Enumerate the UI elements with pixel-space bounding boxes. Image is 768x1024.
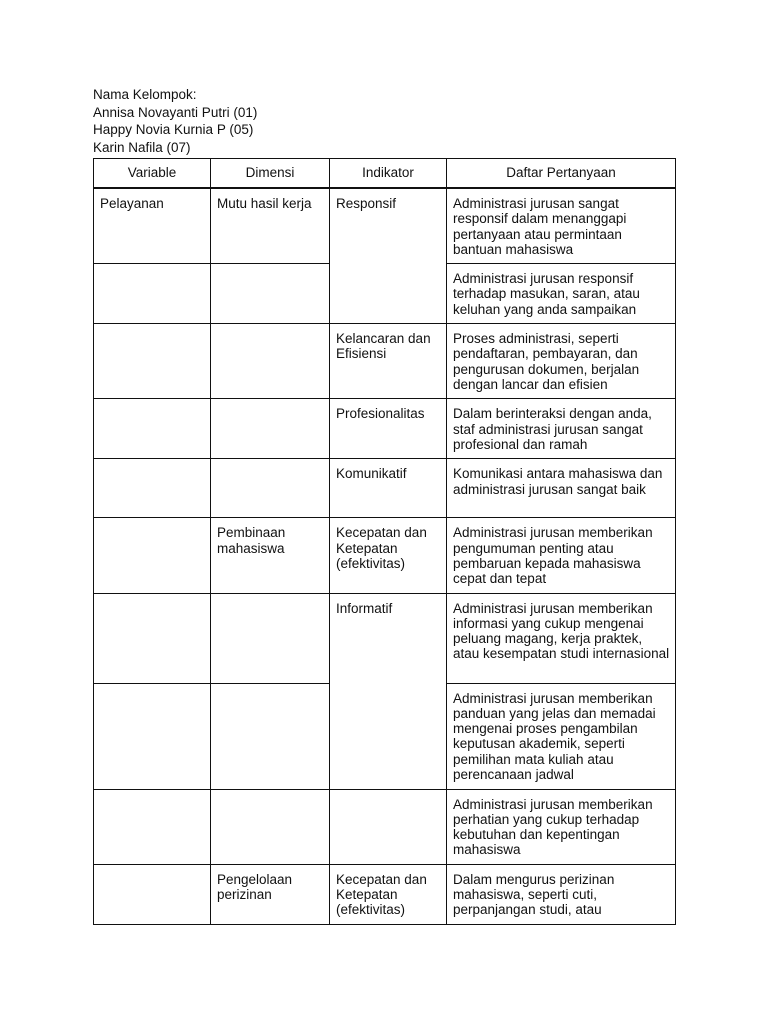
cell-pertanyaan: Administrasi jurusan memberikan pengumuman penting atau pembaruan kepada mahasiswa cepat dan tepat	[447, 518, 676, 593]
cell-dimensi	[211, 324, 330, 399]
cell-variable	[94, 789, 211, 864]
member-name: Annisa Novayanti Putri (01)	[93, 104, 258, 120]
cell-indikator: Profesionalitas	[330, 399, 447, 459]
cell-dimensi	[211, 459, 330, 518]
table-row	[94, 188, 676, 264]
group-header	[93, 86, 257, 156]
table-row	[94, 789, 676, 864]
cell-pertanyaan: Administrasi jurusan responsif terhadap masukan, saran, atau keluhan yang anda sampaikan	[447, 264, 676, 324]
table-row	[94, 518, 676, 593]
cell-pertanyaan: Administrasi jurusan memberikan perhatian yang cukup terhadap kebutuhan dan kepentingan mahasiswa	[447, 789, 676, 864]
cell-indikator: Kecepatan dan Ketepatan (efektivitas)	[330, 864, 447, 924]
cell-variable	[94, 593, 211, 683]
cell-indikator: Kecepatan dan Ketepatan (efektivitas)	[330, 518, 447, 593]
table-row	[94, 399, 676, 459]
cell-pertanyaan: Administrasi jurusan memberikan informasi yang cukup mengenai peluang magang, kerja praktek, atau kesempatan studi internasional	[447, 593, 676, 683]
column-header-dimensi: Dimensi	[211, 159, 330, 189]
cell-variable: Pelayanan	[94, 188, 211, 264]
cell-dimensi	[211, 683, 330, 789]
table-row	[94, 459, 676, 518]
cell-indikator: Informatif	[330, 593, 447, 789]
cell-indikator: Responsif	[330, 188, 447, 324]
cell-indikator	[330, 789, 447, 864]
cell-pertanyaan: Komunikasi antara mahasiswa dan administrasi jurusan sangat baik	[447, 459, 676, 518]
questionnaire-table	[93, 158, 676, 925]
column-header-variable: Variable	[94, 159, 211, 189]
cell-dimensi	[211, 593, 330, 683]
cell-variable	[94, 264, 211, 324]
cell-pertanyaan: Dalam berinteraksi dengan anda, staf administrasi jurusan sangat profesional dan ramah	[447, 399, 676, 459]
cell-pertanyaan: Administrasi jurusan sangat responsif dalam menanggapi pertanyaan atau permintaan bantuan mahasiswa	[447, 188, 676, 264]
member-name: Happy Novia Kurnia P (05)	[93, 122, 254, 137]
cell-dimensi	[211, 399, 330, 459]
group-label: Nama Kelompok:	[93, 87, 197, 102]
table-row	[94, 864, 676, 924]
cell-variable	[94, 324, 211, 399]
cell-variable	[94, 864, 211, 924]
cell-variable	[94, 459, 211, 518]
cell-pertanyaan: Proses administrasi, seperti pendaftaran, pembayaran, dan pengurusan dokumen, berjalan dengan lancar dan efisien	[447, 324, 676, 399]
cell-indikator: Komunikatif	[330, 459, 447, 518]
cell-variable	[94, 518, 211, 593]
cell-dimensi: Pengelolaan perizinan	[211, 864, 330, 924]
cell-dimensi	[211, 789, 330, 864]
cell-pertanyaan: Administrasi jurusan memberikan panduan yang jelas dan memadai mengenai proses pengambilan keputusan akademik, seperti pemilihan mata kuliah atau perencanaan jadwal	[447, 683, 676, 789]
member-name: Karin Nafila (07)	[93, 139, 191, 155]
column-header-pertanyaan: Daftar Pertanyaan	[447, 159, 676, 189]
cell-dimensi: Mutu hasil kerja	[211, 188, 330, 264]
cell-variable	[94, 399, 211, 459]
cell-pertanyaan: Dalam mengurus perizinan mahasiswa, seperti cuti, perpanjangan studi, atau	[447, 864, 676, 924]
cell-indikator: Kelancaran dan Efisiensi	[330, 324, 447, 399]
cell-dimensi	[211, 264, 330, 324]
table-row	[94, 324, 676, 399]
table-row	[94, 593, 676, 683]
cell-dimensi: Pembinaan mahasiswa	[211, 518, 330, 593]
column-header-indikator: Indikator	[330, 159, 447, 189]
table-header-row	[94, 159, 676, 189]
cell-variable	[94, 683, 211, 789]
